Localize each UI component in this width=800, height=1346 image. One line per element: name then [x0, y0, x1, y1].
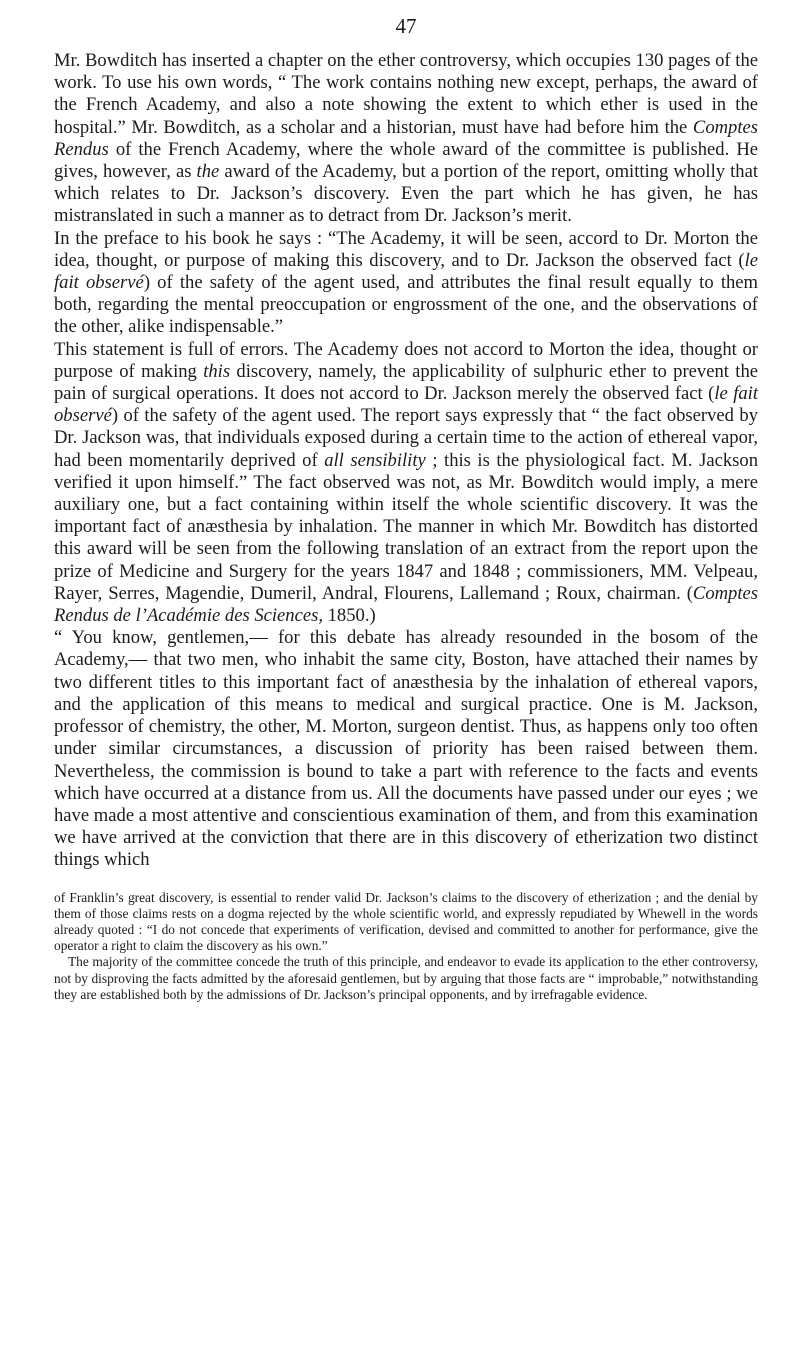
italic-run: all sensibility: [324, 449, 426, 471]
book-page: [54, 14, 758, 1003]
text-run: In the preface to his book he says : “The Academy, it will be seen, accord to Dr. Morton the idea, thought, or purpose of making this discovery, and to Dr. Jackson the observed fact (: [54, 227, 758, 271]
text-run: “ You know, gentlemen,— for this debate has already resounded in the bosom of the Academy,— that two men, who inhabit the same city, Boston, have attached their names by two different titles to this important fact of anæsthesia by the inhalation of ethereal vapors, and the application of this means to medical and surgical practice. One is M. Jackson, professor of chemistry, the other, M. Morton, surgeon dentist. Thus, as happens only too often under similar circumstances, a discussion of priority has been raised between them. Nevertheless, the commission is bound to take a part with reference to the facts and events which have occurred at a distance from us. All the documents have passed under our eyes ; we have made a most attentive and conscientious examination of them, and from this examination we have arrived at the conviction that there are in this discovery of etherization two distinct things which: [54, 627, 758, 871]
italic-run: Comptes Rendus de l’Académie des Sciences,: [54, 582, 758, 627]
text-run: discovery, namely, the applicability of sulphuric ether to prevent the pain of surgical operations. It does not accord to Dr. Jackson merely the observed fact (: [54, 360, 758, 405]
text-run: ) of the safety of the agent used. The report says expressly that “ the fact observed by Dr. Jackson was, that individuals exposed during a certain time to the action of ethereal vapor, had been momentarily deprived of: [54, 405, 758, 471]
italic-run: the: [196, 161, 220, 183]
text-run: ; this is the physiological fact. M. Jackson verified it upon himself.” The fact observed was not, as Mr. Bowditch would imply, a mere auxiliary one, but a fact containing within itself the whole scientific discovery. It was the important fact of anæsthesia by inhalation. The manner in which Mr. Bowditch has distorted this award will be seen from the following translation of an extract from the report upon the prize of Medicine and Surgery for the years 1847 and 1848 ; commissioners, MM. Velpeau, Rayer, Serres, Magendie, Dumeril, Andral, Flourens, Lallemand ; Roux, chairman. (: [54, 449, 758, 604]
text-run: of the French Academy, where the whole award of the committee is published. He gives, however, as: [54, 138, 758, 183]
paragraph-academy-report: [54, 627, 758, 871]
paragraph-preface-quote: [54, 228, 758, 339]
page-number: 47: [395, 14, 417, 38]
footnote: [54, 890, 758, 1003]
paragraph-errors: [54, 339, 758, 628]
italic-run: this: [203, 360, 231, 382]
footnote-paragraph-franklin: of Franklin’s great discovery, is essential to render valid Dr. Jackson’s claims to the discovery of etherization ; and the denial by them of those claims rests on a dogma rejected by the whole scientific world, and expressly repudiated by Whewell in the words already quoted : “I do not concede that experiments of verification, devised and committed to another for performance, give the operator a right to claim the discovery as his own.”: [54, 889, 758, 954]
italic-run: Comptes Rendus: [54, 116, 758, 160]
italic-run: le fait observé: [54, 249, 758, 294]
text-run: Mr. Bowditch has inserted a chapter on the ether controversy, which occupies 130 pages of the work. To use his own words, “ The work contains nothing new except, perhaps, the award of the French Academy, and also a note showing the extent to which ether is used in the hospital.” Mr. Bowditch, as a scholar and a historian, must have had before him the: [54, 50, 758, 138]
footnote-paragraph-majority: The majority of the committee concede the truth of this principle, and endeavor to evade its application to the ether controversy, not by disproving the facts admitted by the aforesaid gentlemen, but by arguing that those facts are “ improbable,” notwithstanding they are established both by the admissions of Dr. Jackson’s principal opponents, and by irrefragable evidence.: [54, 954, 758, 1002]
main-text: [54, 50, 758, 872]
text-run: award of the Academy, but a portion of the report, omitting wholly that which relates to Dr. Jackson’s discovery. Even the part which he has given, he has mistranslated in such a manner as to detract from Dr. Jackson’s merit.: [54, 161, 758, 227]
text-run: This statement is full of errors. The Academy does not accord to Morton the idea, thought or purpose of making: [54, 338, 758, 382]
italic-run: le fait observé: [54, 383, 758, 427]
text-run: ) of the safety of the agent used, and attributes the final result equally to them both, regarding the mental preoccupation or engrossment of the one, and the observations of the other, alike indispensable.”: [54, 272, 758, 338]
paragraph-bowditch-chapter: [54, 50, 758, 228]
text-run: 1850.): [322, 605, 376, 627]
